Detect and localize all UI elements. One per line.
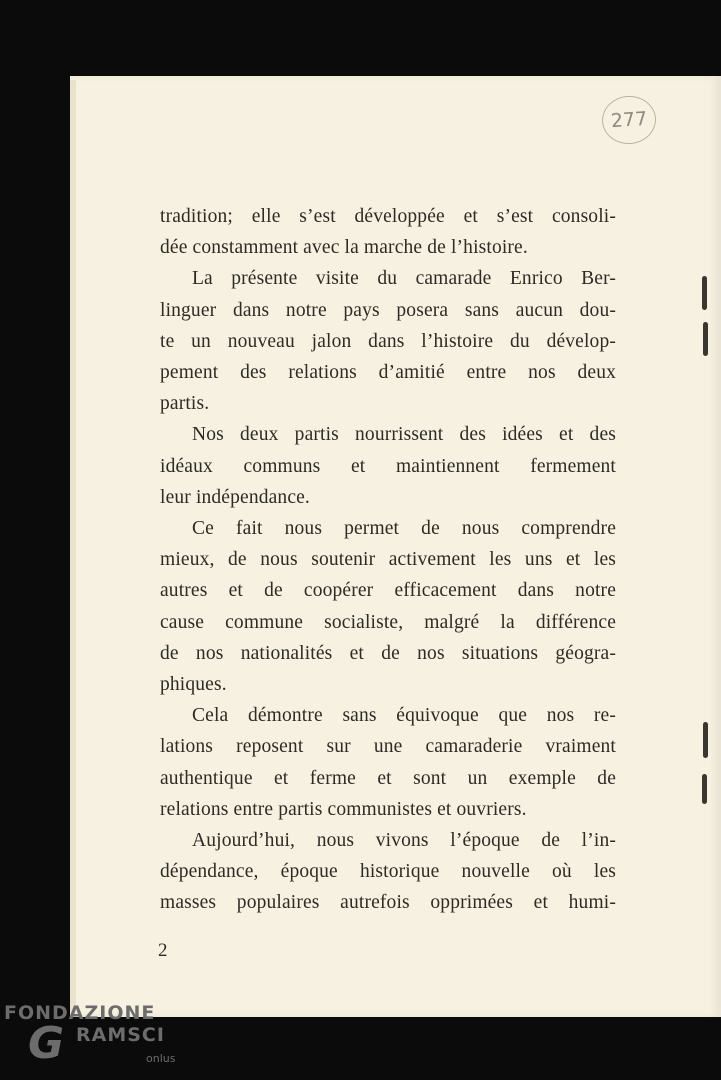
text-line: pement des relations d’amitié entre nos deux	[160, 362, 616, 384]
page-edge	[70, 80, 76, 1015]
text-line: de nos nationalités et de nos situations géogra-	[160, 642, 616, 664]
fondazione-gramsci-logo	[4, 1002, 194, 1078]
binding-thread-mark	[703, 322, 708, 356]
text-line: Ce fait nous permet de nous comprendre	[192, 518, 616, 540]
binding-thread-mark	[702, 774, 707, 804]
text-line: phiques.	[160, 674, 227, 696]
text-line: relations entre partis communistes et ouvriers.	[160, 798, 527, 820]
text-line: autres et de coopérer efficacement dans notre	[160, 580, 616, 602]
text-line: masses populaires autrefois opprimées et humi-	[160, 892, 616, 914]
text-line: lations reposent sur une camaraderie vraiment	[160, 736, 616, 758]
page-number: 2	[158, 940, 168, 961]
text-line: leur indépendance.	[160, 486, 310, 508]
binding-thread-mark	[702, 276, 707, 310]
body-text	[160, 201, 616, 919]
text-line: partis.	[160, 393, 210, 415]
text-line: Nos deux partis nourrissent des idées et des	[192, 424, 616, 446]
binding-thread-mark	[703, 722, 708, 758]
text-line: tradition; elle s’est développée et s’est consoli-	[160, 206, 616, 227]
logo-suffix: onlus	[146, 1052, 176, 1065]
logo-initial: G	[28, 1018, 65, 1069]
text-line: dée constamment avec la marche de l’histoire.	[160, 237, 528, 259]
text-line: mieux, de nous soutenir activement les uns et les	[160, 549, 616, 571]
text-line: cause commune socialiste, malgré la différence	[160, 611, 616, 633]
text-line: Cela démontre sans équivoque que nos re-	[192, 705, 616, 727]
text-line: dépendance, époque historique nouvelle où les	[160, 861, 616, 883]
text-line: linguer dans notre pays posera sans aucun dou-	[160, 299, 616, 321]
text-line: La présente visite du camarade Enrico Ber-	[192, 268, 616, 290]
logo-text-line2: RAMSCI	[76, 1024, 165, 1046]
text-line: Aujourd’hui, nous vivons l’époque de l’in-	[192, 830, 616, 852]
logo-text-line1: FONDAZIONE	[4, 1002, 156, 1024]
text-line: te un nouveau jalon dans l’histoire du dévelop-	[160, 330, 616, 352]
archive-number: 277	[610, 107, 648, 133]
text-line: authentique et ferme et sont un exemple de	[160, 767, 616, 789]
text-line: idéaux communs et maintiennent fermement	[160, 455, 616, 477]
